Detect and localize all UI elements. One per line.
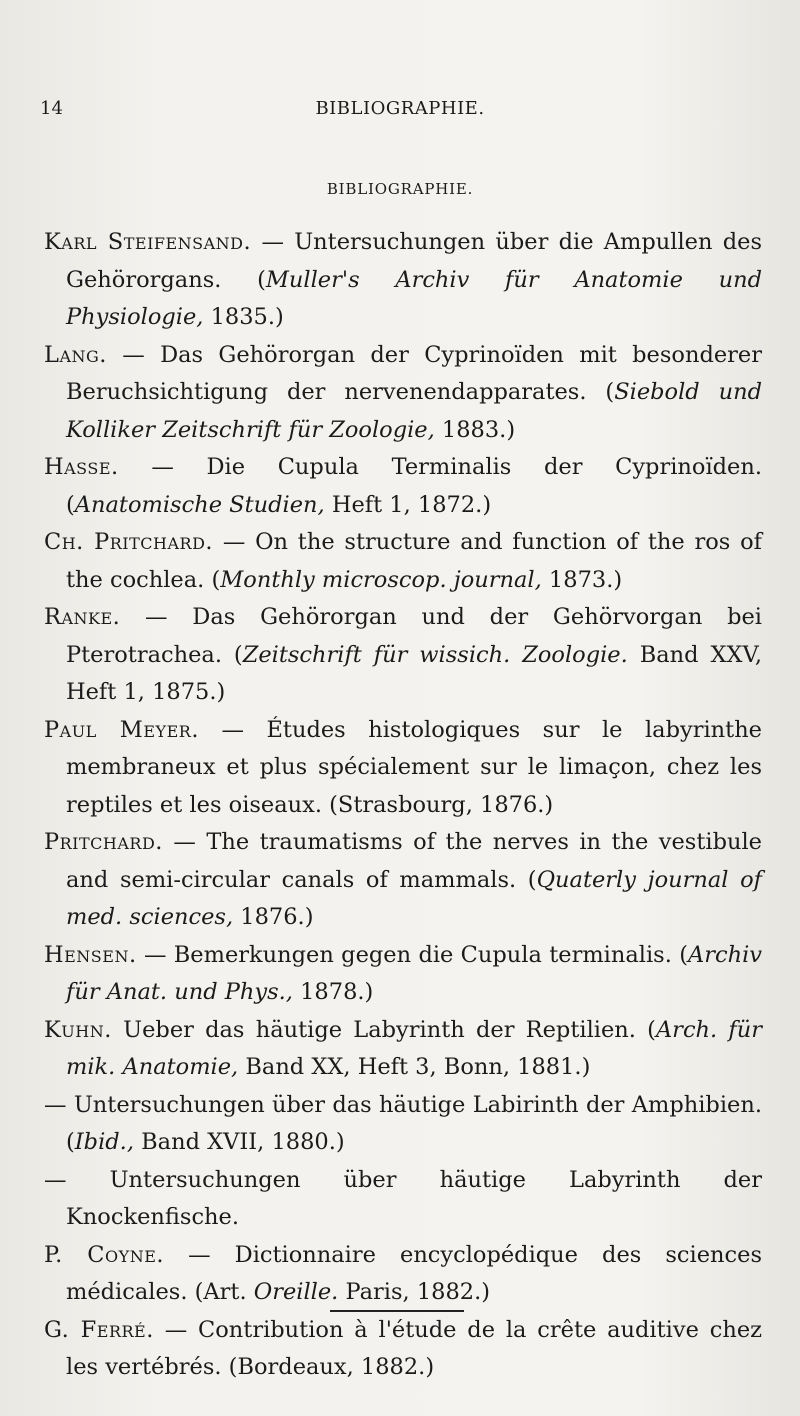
entry-text: — On the structure and function of the ros of the cochlea. ( xyxy=(66,529,762,593)
section-title: BIBLIOGRAPHIE. xyxy=(326,180,474,198)
entry-author: G. Ferré. xyxy=(44,1316,154,1343)
entry-source: Siebold und Kolliker Zeitschrift für Zoologie, xyxy=(66,379,762,443)
entry-text: — Untersuchungen über das häutige Labirinth der Amphibien. ( xyxy=(44,1091,762,1155)
entry-text-end: Paris, 1882.) xyxy=(338,1279,491,1305)
bibliography-entry xyxy=(44,524,762,599)
entry-author: Hensen. xyxy=(44,941,137,968)
bibliography-entry xyxy=(44,449,762,524)
entry-author: Ch. Pritchard. xyxy=(44,529,214,555)
bibliography-entry xyxy=(44,599,762,712)
bibliography-entry xyxy=(44,337,762,450)
bibliography-entry xyxy=(44,1087,762,1162)
bibliography-entry xyxy=(44,712,762,825)
entry-text-end: 1835.) xyxy=(203,304,284,330)
entry-source: Monthly microscop. journal, xyxy=(220,566,542,593)
bibliography-list xyxy=(44,224,762,1387)
entry-text: — Untersuchungen über die Ampullen des Gehörorgans. ( xyxy=(66,229,762,293)
entry-text: — The traumatisms of the nerves in the vestibule and semi-circular canals of mammals. ( xyxy=(66,829,762,893)
entry-author: Ranke. xyxy=(44,604,121,630)
entry-source: Muller's Archiv für Anatomie und Physiologie, xyxy=(66,266,763,330)
entry-author: Lang. xyxy=(44,341,107,368)
entry-text: — Dictionnaire encyclopédique des sciences médicales. (Art. xyxy=(66,1241,762,1305)
entry-text: — Untersuchungen über häutige Labyrinth der Knockenfische. xyxy=(44,1166,762,1230)
entry-text: — Die Cupula Terminalis der Cyprinoïden. ( xyxy=(66,454,762,518)
entry-text: — Contribution à l'étude de la crête auditive chez les vertébrés. (Bordeaux, 1882.) xyxy=(66,1316,762,1380)
entry-text: — Bemerkungen gegen die Cupula terminalis. ( xyxy=(136,941,688,968)
page-header xyxy=(40,98,760,128)
entry-text-end: Band XXV, Heft 1, 1875.) xyxy=(66,641,762,705)
entry-source: Quaterly journal of med. sciences, xyxy=(66,866,763,930)
entry-source: Anatomische Studien, xyxy=(74,491,325,518)
bibliography-entry xyxy=(44,1162,762,1237)
entry-author: P. Coyne. xyxy=(44,1241,165,1268)
entry-source: Ibid., xyxy=(74,1129,134,1155)
bibliography-entry xyxy=(44,224,762,337)
entry-text-end: Band XVII, 1880.) xyxy=(133,1129,345,1155)
bibliography-entry xyxy=(44,1237,762,1312)
entry-text-end: 1876.) xyxy=(233,904,314,930)
entry-author: Karl Steifensand. xyxy=(44,229,252,255)
bibliography-entry xyxy=(44,937,762,1012)
entry-text-end: 1873.) xyxy=(541,566,623,593)
bibliography-entry xyxy=(44,1012,762,1087)
entry-author: Pritchard. xyxy=(44,829,163,855)
bibliography-entry xyxy=(44,1312,762,1387)
bibliography-entry xyxy=(44,824,762,937)
entry-text: Ueber das häutige Labyrinth der Reptilien. ( xyxy=(111,1016,656,1043)
entry-text: — Études histologiques sur le labyrinthe membraneux et plus spécialement sur le limaçon, chez les reptiles et les oiseaux. (Strasbourg, 1876.) xyxy=(66,716,763,818)
entry-text-end: 1878.) xyxy=(292,979,374,1005)
entry-text-end: Heft 1, 1872.) xyxy=(324,491,492,518)
closing-rule xyxy=(330,1310,464,1312)
entry-author: Paul Meyer. xyxy=(44,716,199,743)
entry-text-end: 1883.) xyxy=(434,416,516,443)
entry-source: Oreille. xyxy=(253,1279,339,1305)
entry-source: Arch. für mik. Anatomie, xyxy=(66,1016,762,1080)
entry-source: Archiv für Anat. und Phys., xyxy=(66,941,762,1005)
running-title: BIBLIOGRAPHIE. xyxy=(315,98,485,119)
page-number: 14 xyxy=(40,98,63,119)
entry-text: — Das Gehörorgan und der Gehörvorgan bei Pterotrachea. ( xyxy=(66,604,762,668)
entry-source: Zeitschrift für wissich. Zoologie. xyxy=(242,641,628,668)
entry-author: Kuhn. xyxy=(44,1016,112,1043)
entry-text-end: Band XX, Heft 3, Bonn, 1881.) xyxy=(238,1054,591,1080)
entry-author: Hasse. xyxy=(44,454,119,480)
entry-text: — Das Gehörorgan der Cyprinoïden mit besonderer Beruchsichtigung der nervenendapparates. ( xyxy=(66,341,762,405)
